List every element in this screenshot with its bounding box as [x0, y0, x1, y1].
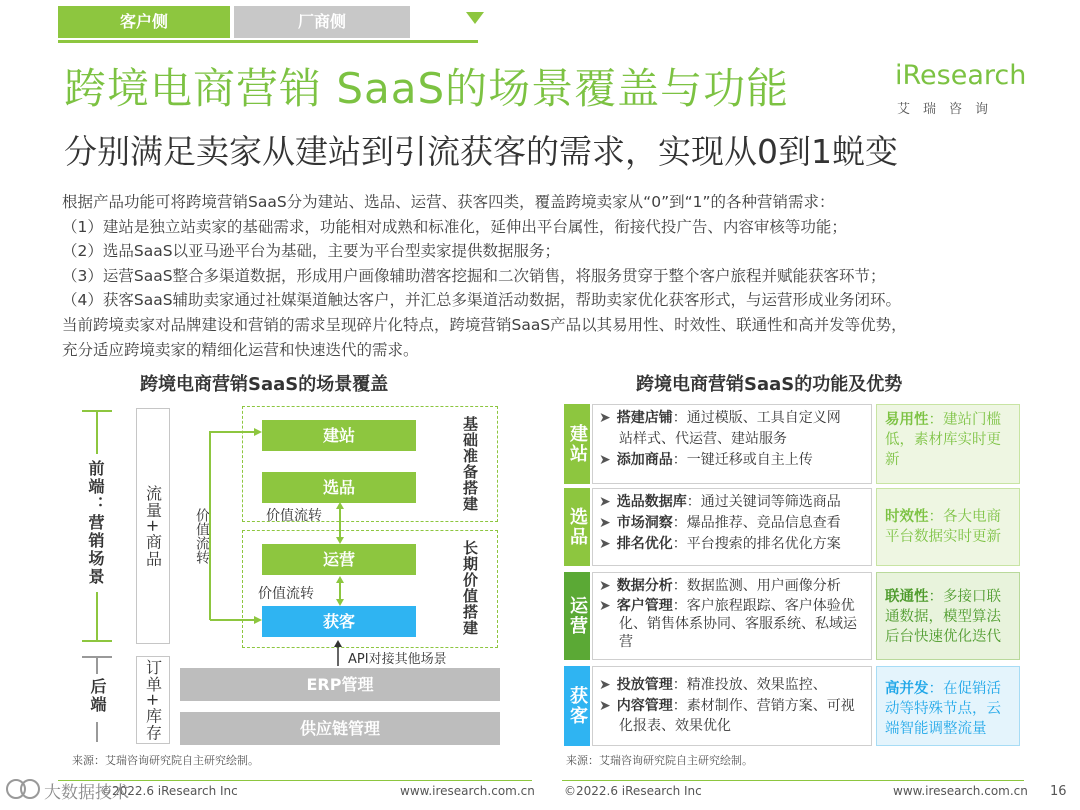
watermark-logo-icon — [4, 776, 44, 802]
row-label-select: 选品 — [564, 488, 590, 566]
stage-build-site: 建站 — [262, 420, 416, 451]
row-features-build-site — [592, 404, 872, 484]
tab-customer-side[interactable]: 客户侧 — [58, 6, 230, 38]
body-line: （1）建站是独立站卖家的基础需求，功能相对成熟和标准化，延伸出平台属性，衔接代投广告、内容审核等功能； — [62, 217, 847, 236]
body-line: 根据产品功能可将跨境营销SaaS分为建站、选品、运营、获客四类，覆盖跨境卖家从“0”到“1”的各种营销需求： — [62, 193, 835, 211]
front-end-label: 前端：营销场景 — [86, 460, 105, 586]
stage-acquire-customers: 获客 — [262, 606, 416, 637]
long-term-value-label: 长期价值搭建 — [461, 540, 479, 636]
watermark-text: 大数据技术 — [44, 783, 129, 803]
arrow-icon: ➤ — [599, 494, 611, 510]
arrow-icon: ➤ — [599, 578, 611, 594]
body-line: （4）获客SaaS辅助卖家通过社媒渠道触达客户，并汇总多渠道活动数据，帮助卖家优化获客形式，与运营形成业务闭环。 — [62, 291, 902, 310]
feature-item: ➤ 排名优化：平台搜索的排名优化方案 — [599, 536, 841, 552]
logo-brand: iResearch — [895, 60, 1027, 91]
arrow-icon: ➤ — [599, 677, 611, 693]
value-flow-label: 价值流转 — [258, 586, 314, 602]
arrow-icon: ➤ — [599, 515, 611, 531]
bracket-bottom — [82, 640, 112, 642]
arrow-icon: ➤ — [599, 598, 611, 614]
stage-operate: 运营 — [262, 544, 416, 575]
feature-item: ➤ 客户管理：客户旅程跟踪、客户体验优化、销售体系协同、客服系统、私域运营 — [599, 598, 857, 650]
value-flow-label: 价值流转 — [266, 508, 322, 524]
advantage-timeliness: 时效性：各大电商平台数据实时更新 — [876, 488, 1020, 566]
page-number: 16 — [1050, 784, 1067, 799]
footer-copyright-right: ©2022.6 iResearch Inc — [564, 784, 702, 798]
feature-item: ➤ 内容管理：素材制作、营销方案、可视化报表、效果优化 — [599, 698, 855, 734]
order-inventory-label: 订单+库存 — [143, 658, 163, 742]
feature-item: ➤ 数据分析：数据监测、用户画像分析 — [599, 578, 841, 594]
traffic-goods-box — [136, 408, 170, 644]
body-line: 充分适应跨境卖家的精细化运营和快速迭代的需求。 — [62, 340, 419, 359]
traffic-goods-label: 流量+商品 — [143, 484, 163, 568]
bracket-line — [96, 722, 98, 742]
arrow-icon: ➤ — [599, 698, 611, 714]
tab-arrow-icon — [466, 12, 484, 24]
footer-url-right[interactable]: www.iresearch.com.cn — [893, 784, 1028, 798]
advantage-high-concurrency: 高并发：在促销活动等特殊节点，云端智能调整流量 — [876, 666, 1020, 746]
order-inventory-box — [136, 656, 170, 744]
page-title: 跨境电商营销 SaaS的场景覆盖与功能 — [64, 64, 790, 113]
left-source: 来源：艾瑞咨询研究院自主研究绘制。 — [72, 754, 259, 767]
api-arrow — [328, 638, 348, 668]
arrow-icon: ➤ — [599, 452, 611, 468]
flow-arrows — [330, 500, 350, 610]
value-flow-vertical: 价值流转 — [194, 508, 210, 564]
arrow-icon: ➤ — [599, 536, 611, 552]
row-features-acquire — [592, 666, 872, 746]
supply-chain-bar: 供应链管理 — [180, 712, 500, 745]
footer-copyright-left: ©2022.6 iResearch Inc — [100, 784, 238, 798]
iresearch-logo — [895, 60, 1025, 120]
feature-item: ➤ 投放管理：精准投放、效果监控、 — [599, 677, 827, 693]
footer-line-right — [562, 780, 1024, 781]
right-table-title: 跨境电商营销SaaS的功能及优势 — [636, 374, 903, 395]
body-text — [62, 190, 1052, 362]
bracket-line — [96, 592, 98, 640]
basic-setup-label: 基础准备搭建 — [461, 416, 479, 512]
footer-url-left[interactable]: www.iresearch.com.cn — [400, 784, 535, 798]
feature-item: ➤ 搭建店铺：通过模版、工具自定义网 — [599, 410, 841, 426]
bracket-line — [96, 656, 98, 674]
row-features-operate — [592, 572, 872, 660]
advantage-connectivity: 联通性：多接口联通数据，模型算法后台快速优化迭代 — [876, 572, 1020, 660]
right-source: 来源：艾瑞咨询研究院自主研究绘制。 — [566, 754, 753, 767]
stage-select-products: 选品 — [262, 472, 416, 503]
row-label-build-site: 建站 — [564, 404, 590, 484]
tab-underline — [58, 40, 478, 43]
logo-cn: 艾瑞咨询 — [897, 102, 1002, 117]
row-features-select — [592, 488, 872, 566]
tab-bar — [58, 6, 488, 38]
body-line: （2）选品SaaS以亚马逊平台为基础，主要为平台型卖家提供数据服务； — [62, 242, 561, 261]
arrow-icon: ➤ — [599, 410, 611, 426]
erp-bar: ERP管理 — [180, 668, 500, 701]
feature-item: ➤ 选品数据库：通过关键词等筛选商品 — [599, 494, 841, 510]
api-label: API对接其他场景 — [348, 652, 447, 667]
row-label-operate: 运营 — [564, 572, 590, 660]
feature-item-cont: 站样式、代运营、建站服务 — [619, 431, 787, 447]
page-subtitle: 分别满足卖家从建站到引流获客的需求，实现从0到1蜕变 — [64, 132, 898, 171]
feature-item: ➤ 市场洞察：爆品推荐、竞品信息查看 — [599, 515, 841, 531]
body-line: （3）运营SaaS整合多渠道数据，形成用户画像辅助潜客挖掘和二次销售，将服务贯穿于整个客户旅程并赋能获客环节； — [62, 266, 886, 285]
tab-vendor-side[interactable]: 厂商侧 — [234, 6, 410, 38]
feature-item: ➤ 添加商品：一键迁移或自主上传 — [599, 452, 813, 468]
scene-coverage-diagram — [60, 396, 520, 748]
back-end-label: 后端 — [88, 678, 107, 714]
body-line: 当前跨境卖家对品牌建设和营销的需求呈现碎片化特点，跨境营销SaaS产品以其易用性、时效性、联通性和高并发等优势， — [62, 315, 907, 334]
bracket-line — [96, 410, 98, 454]
row-label-acquire: 获客 — [564, 666, 590, 746]
watermark — [4, 774, 154, 804]
advantage-ease-of-use: 易用性：建站门槛低，素材库实时更新 — [876, 404, 1020, 484]
left-chart-title: 跨境电商营销SaaS的场景覆盖 — [140, 374, 389, 395]
